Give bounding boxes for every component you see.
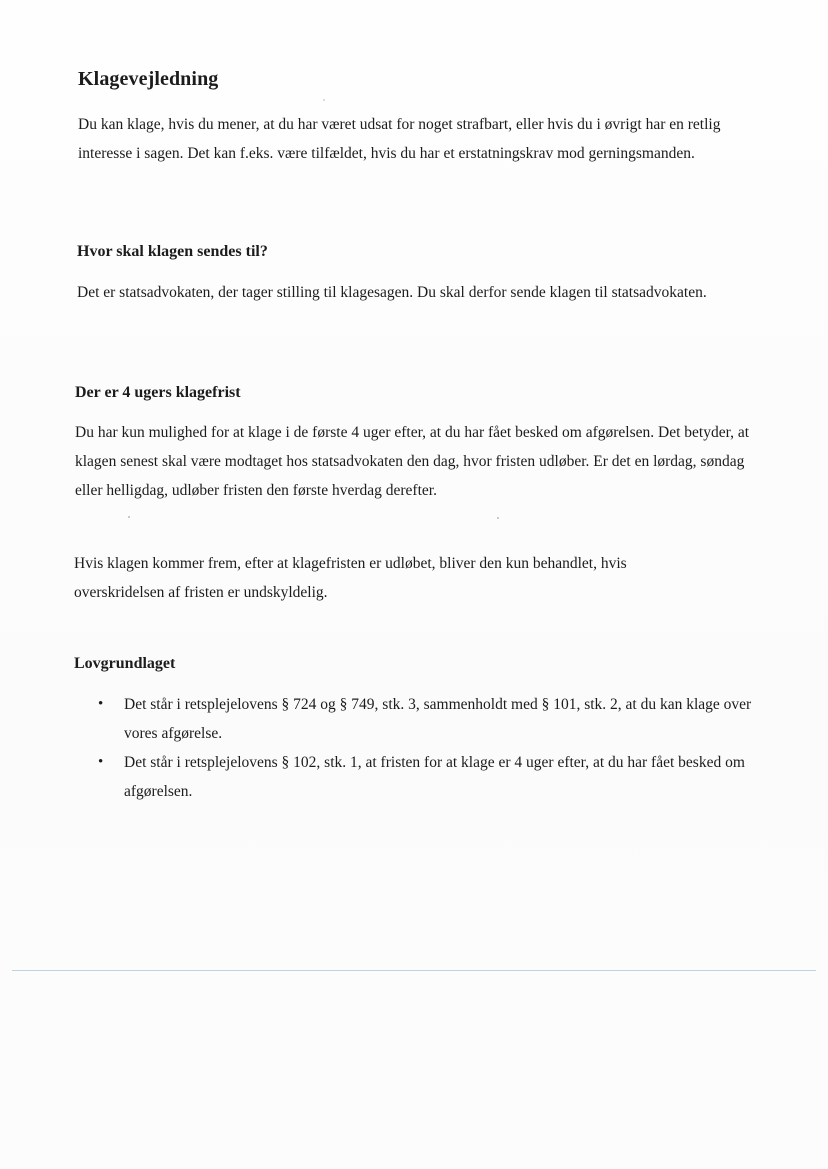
late-complaint-paragraph: Hvis klagen kommer frem, efter at klagefristen er udløbet, bliver den kun behandlet, hvis overskridelsen af fristen er undskyldelig. [74, 555, 627, 601]
law-item-text: Det står i retsplejelovens § 102, stk. 1, at fristen for at klage er 4 uger efter, at du har fået besked om afgørelsen. [124, 754, 745, 800]
law-item-text: Det står i retsplejelovens § 724 og § 749, stk. 3, sammenholdt med § 101, stk. 2, at du kan klage over vores afgørelse. [124, 696, 752, 742]
bullet-icon: • [98, 696, 104, 712]
bullet-icon: • [98, 754, 104, 770]
list-item [74, 690, 754, 748]
scan-speck [128, 516, 130, 518]
scan-speck [323, 99, 325, 101]
page-title: Klagevejledning [78, 68, 219, 90]
list-item [74, 748, 754, 806]
scan-speck [497, 517, 499, 519]
law-list [74, 690, 754, 806]
scan-edge-divider [12, 970, 816, 971]
deadline-heading: Der er 4 ugers klagefrist [75, 384, 241, 401]
where-heading: Hvor skal klagen sendes til? [77, 243, 268, 260]
law-heading: Lovgrundlaget [74, 655, 176, 672]
where-paragraph: Det er statsadvokaten, der tager stilling til klagesagen. Du skal derfor sende klagen til statsadvokaten. [77, 284, 707, 301]
deadline-paragraph: Du har kun mulighed for at klage i de første 4 uger efter, at du har fået besked om afgørelsen. Det betyder, at klagen senest skal være modtaget hos statsadvokaten den dag, hvor fristen udløber. Er det en lørdag, søndag eller helligdag, udløber fristen den første hverdag derefter. [75, 424, 750, 499]
intro-paragraph: Du kan klage, hvis du mener, at du har været udsat for noget strafbart, eller hvis du i øvrigt har en retlig interesse i sagen. Det kan f.eks. være tilfældet, hvis du har et erstatningskrav mod gerningsmanden. [78, 116, 721, 162]
